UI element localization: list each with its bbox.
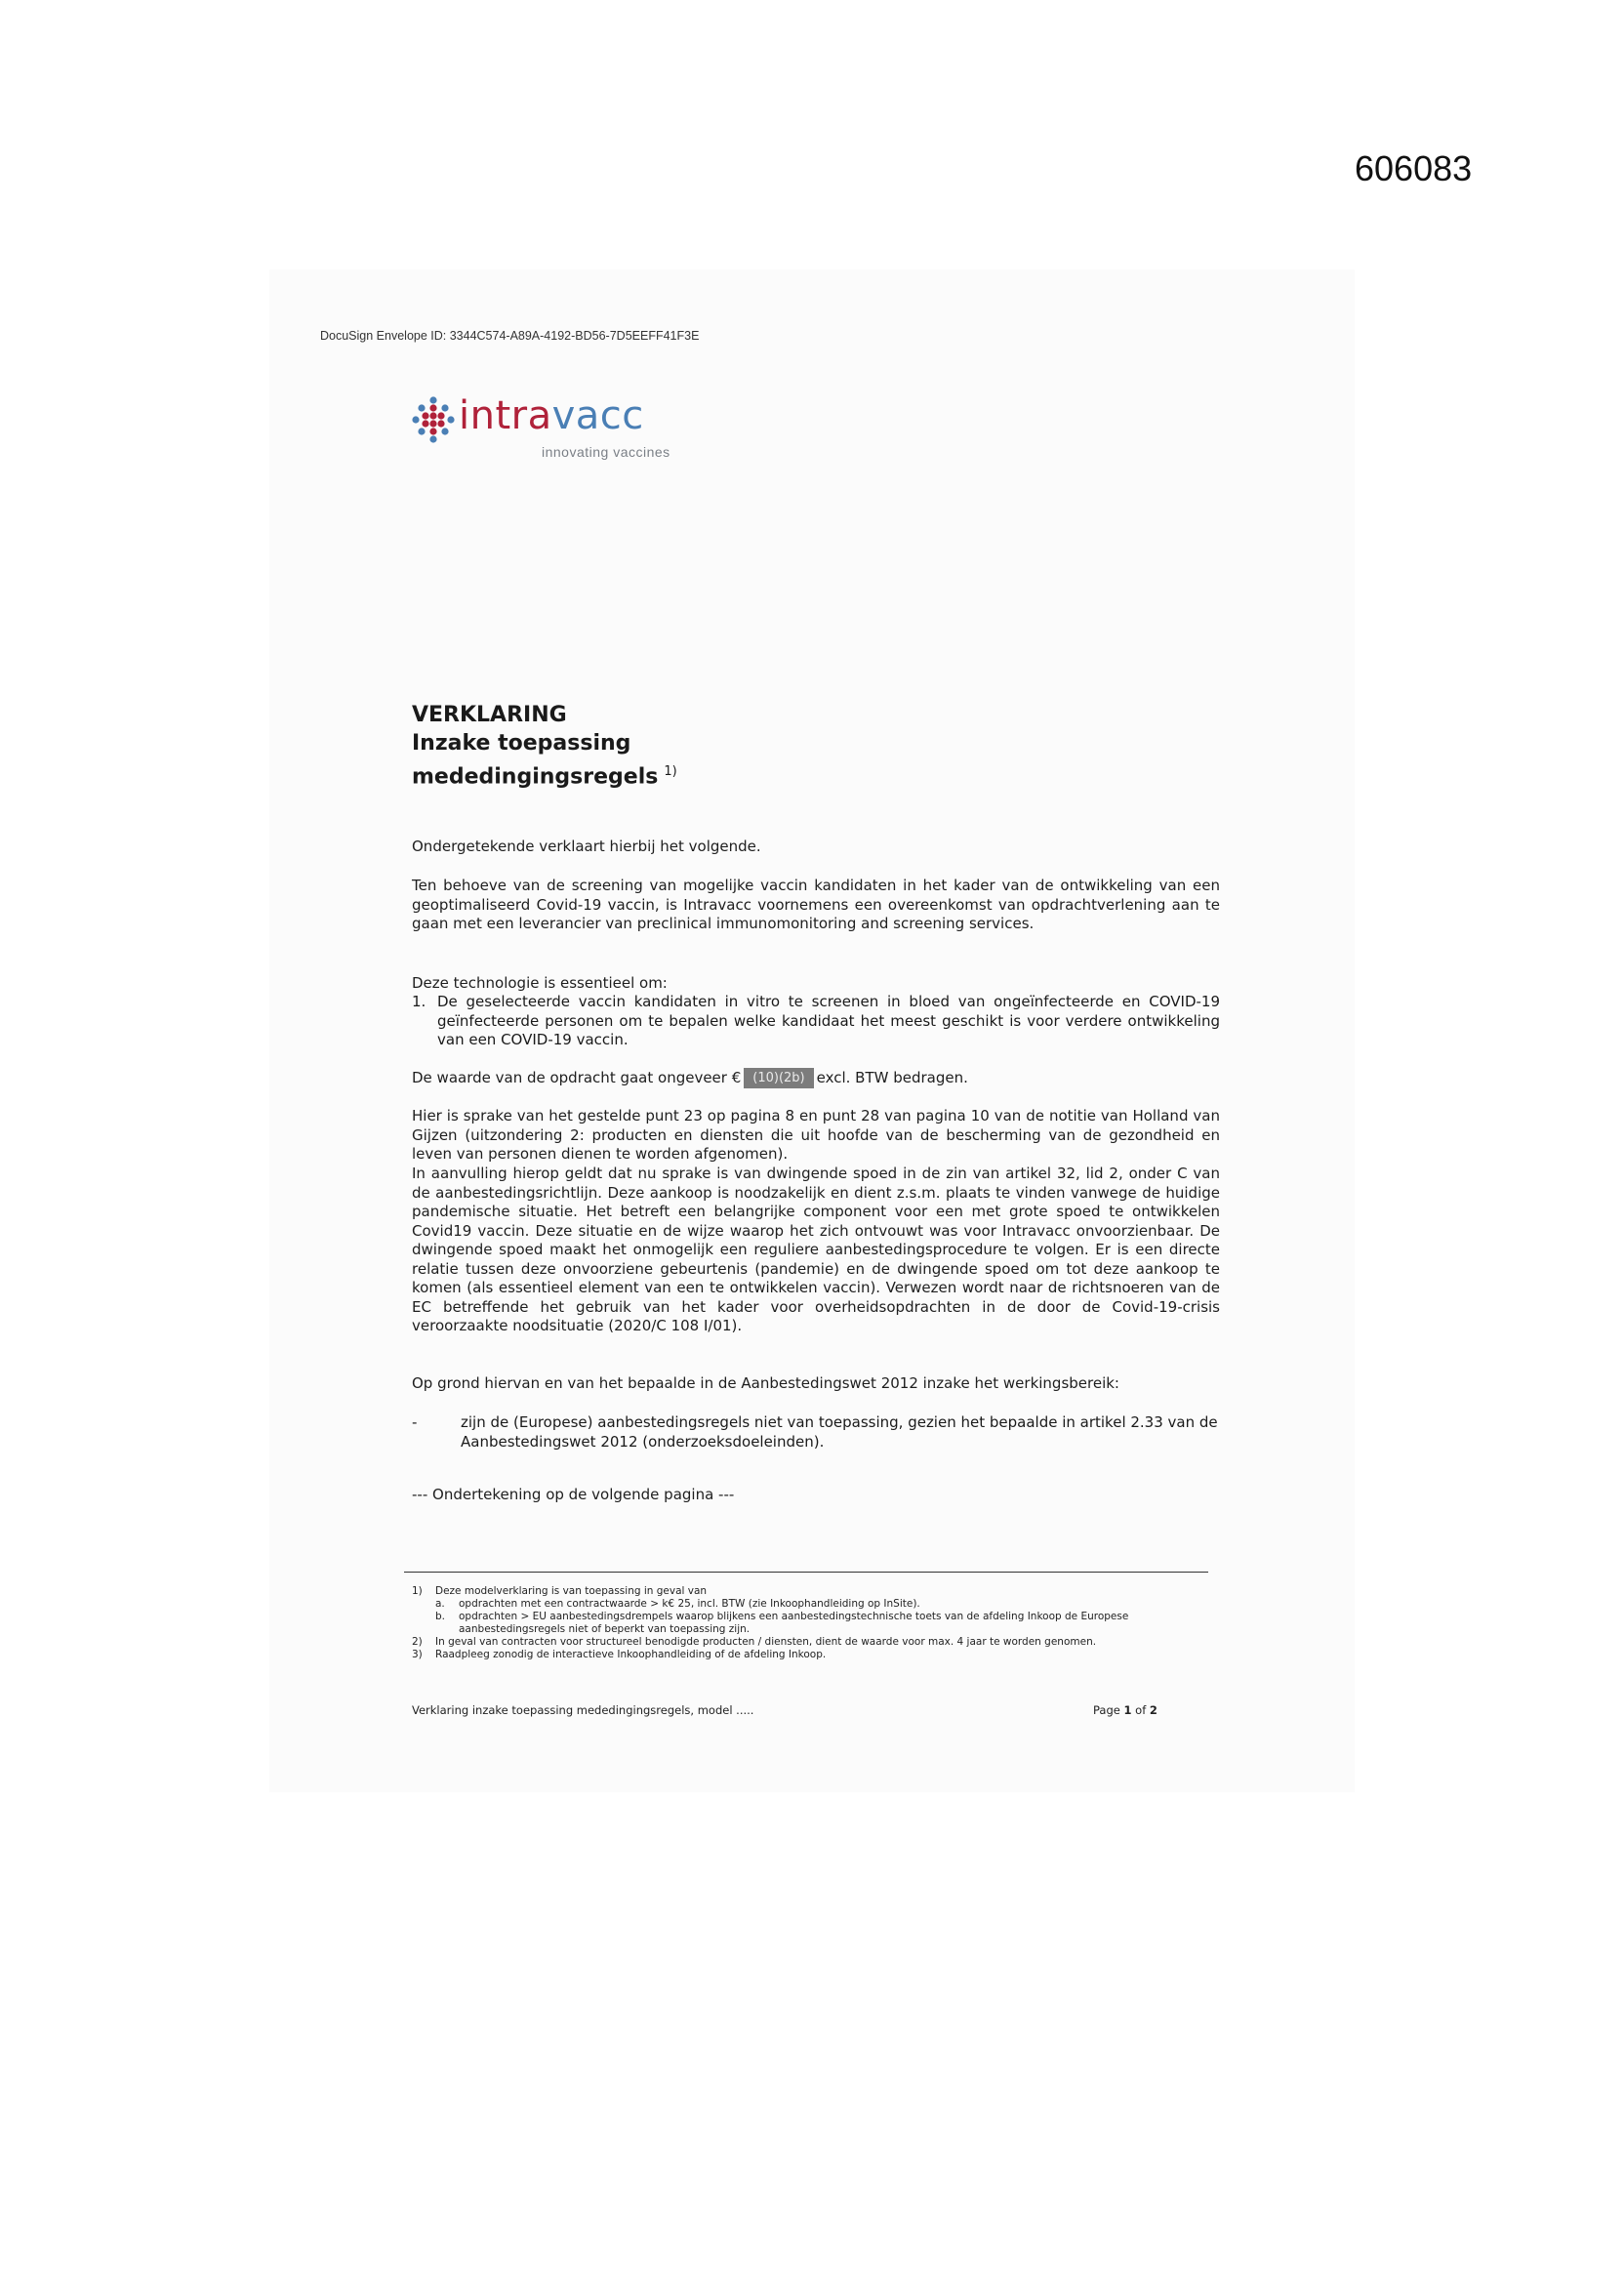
footnote-1b: b. opdrachten > EU aanbestedingsdrempels waarop blijkens een aanbestedingstechnische toets van de afdeling Inkoop de Europese aanbestedingsregels niet of beperkt van toepassing zijn. [435,1611,1129,1635]
list-item-text: De geselecteerde vaccin kandidaten in vitro te screenen in bloed van ongeïnfecteerde en COVID-19 geïnfecteerde personen om te bepalen welke kandidaat het meest geschikt is voor verdere ontwikkeling van een COVID-19 vaccin. [437,993,1220,1048]
footer-page-number: Page 1 of 2 [1093,1703,1157,1717]
footnote-1a: a. opdrachten met een contractwaarde > k€ 25, incl. BTW (zie Inkoophandleiding op InSite). [435,1598,920,1610]
signature-note: --- Ondertekening op de volgende pagina --- [412,1486,735,1503]
document-number: 606083 [1355,148,1473,188]
dash-bullet: - [412,1413,418,1431]
title-footnote-ref: 1) [664,764,677,779]
dash-item-text: zijn de (Europese) aanbestedingsregels niet van toepassing, gezien het bepaalde in artikel 2.33 van de Aanbestedingswet 2012 (onderzoeksdoeleinden). [461,1413,1218,1451]
logo-wordmark: intravacc [459,393,644,438]
footer-document-name: Verklaring inzake toepassing mededingingsregels, model ..... [412,1703,754,1717]
intravacc-logo-mark-icon [410,392,457,451]
grounds-paragraph-1: Hier is sprake van het gestelde punt 23 op pagina 8 en punt 28 van pagina 10 van de notitie van Holland van Gijzen (uitzondering 2: producten en diensten die uit hoofde van de bescherming van de gezondheid en leven van personen dienen te worden afgenomen). [412,1107,1220,1163]
document-title [412,701,677,791]
redaction-box: (10)(2b) [744,1068,813,1088]
footnotes [412,1585,1208,1661]
title-line-3: mededingingsregels $^{1)}$ [412,764,677,790]
technology-intro: Deze technologie is essentieel om: [412,974,668,992]
contract-value-paragraph: De waarde van de opdracht gaat ongeveer € (10)(2b) excl. BTW bedragen. [412,1069,968,1086]
intro-paragraph: Ondergetekende verklaart hierbij het volgende. [412,838,761,855]
footnote-divider [404,1572,1208,1573]
title-line-2: Inzake toepassing [412,731,631,756]
intravacc-logo [410,392,703,470]
title-line-1: VERKLARING [412,703,567,727]
logo-tagline: innovating vaccines [542,444,670,460]
footnote-3: 3) Raadpleeg zonodig de interactieve Inkoophandleiding of de afdeling Inkoop. [412,1649,827,1660]
footnote-2: 2) In geval van contracten voor structureel benodigde producten / diensten, dient de waarde voor max. 4 jaar te worden genomen. [412,1636,1097,1648]
list-item-number: 1. [412,993,426,1010]
grounds-paragraph-2: In aanvulling hierop geldt dat nu sprake is van dwingende spoed in de zin van artikel 32, lid 2, onder C van de aanbestedingsrichtlijn. Deze aankoop is noodzakelijk en dient z.s.m. plaats te vinden vanwege de huidige pandemische situatie. Het betreft een belangrijke component voor een met grote spoed te ontwikkelen Covid19 vaccin. Deze situatie en de wijze waarop het zich ontvouwt was voor Intravacc onvoorzienbaar. De dwingende spoed maakt het onmogelijk een reguliere aanbestedingsprocedure te volgen. Er is een directe relatie tussen deze onvoorziene gebeurtenis (pandemie) en de dwingende spoed om tot deze aankoop te komen (als essentieel element van een te ontwikkelen vaccin). Verwezen wordt naar de richtsnoeren van de EC betreffende het gebruik van het kader voor overheidsopdrachten in de door de Covid-19-crisis veroorzaakte noodsituatie (2020/C 108 I/01). [412,1165,1220,1334]
screening-paragraph: Ten behoeve van de screening van mogelijke vaccin kandidaten in het kader van de ontwikkeling van een geoptimaliseerd Covid-19 vaccin, is Intravacc voornemens een overeenkomst van opdrachtverlening aan te gaan met een leverancier van preclinical immunomonitoring and screening services. [412,877,1220,932]
docusign-envelope-id: DocuSign Envelope ID: 3344C574-A89A-4192-BD56-7D5EEFF41F3E [320,329,700,343]
footnote-1: 1) Deze modelverklaring is van toepassing in geval van a. opdrachten met een contractwaarde > k€ 25, incl. BTW (zie Inkoophandleiding op InSite). b. opdrachten > EU aanbestedingsdrempels waarop blijkens een aanbestedingstechnische toets van de afdeling Inkoop de Europese aanbestedingsregels niet of beperkt van toepassing zijn. [412,1585,1208,1636]
legal-basis-paragraph: Op grond hiervan en van het bepaalde in de Aanbestedingswet 2012 inzake het werkingsbereik: [412,1374,1119,1392]
